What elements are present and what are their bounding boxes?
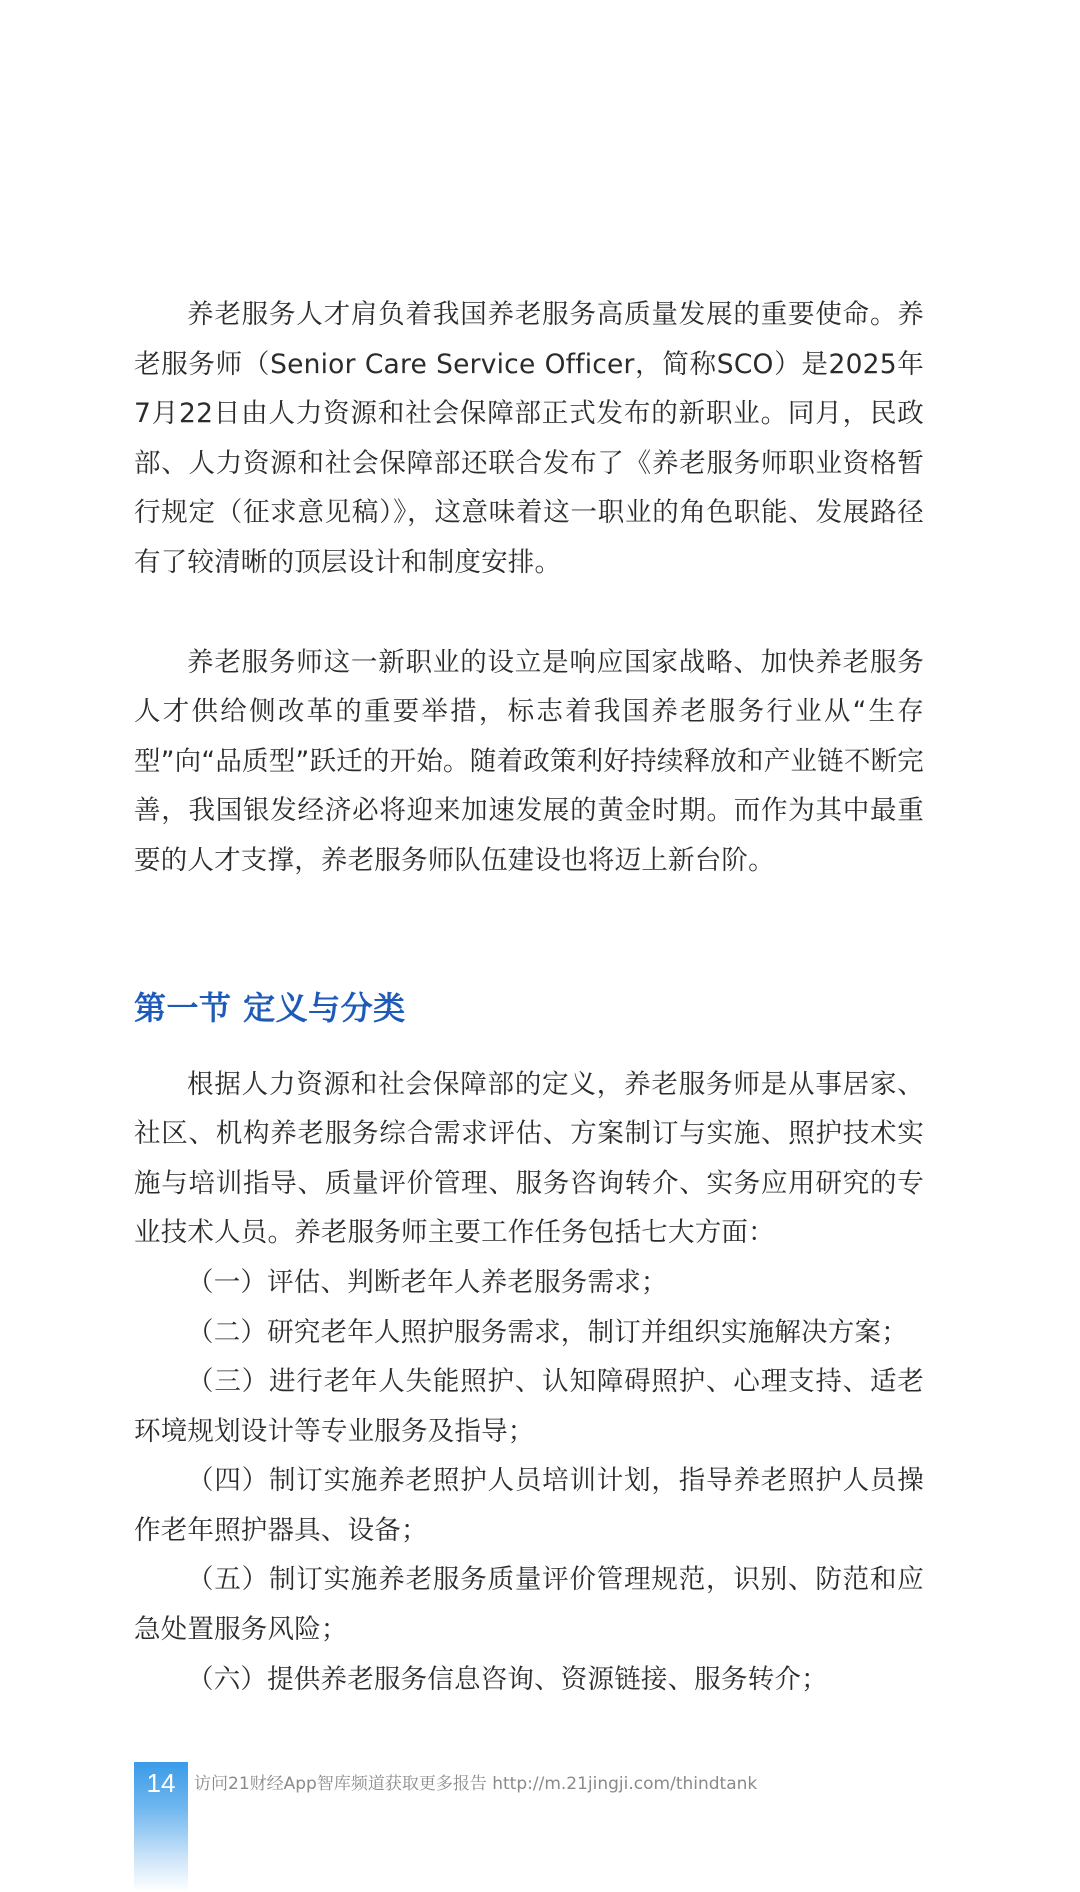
heading-spacer [134, 1028, 924, 1060]
task-item-2: （二）研究老年人照护服务需求，制订并组织实施解决方案； [187, 1316, 908, 1348]
section-spacer [134, 886, 924, 988]
task-item-6: （六）提供养老服务信息咨询、资源链接、服务转介； [187, 1663, 828, 1695]
section-heading: 第一节 定义与分类 [134, 988, 406, 1027]
section-intro-paragraph: 根据人力资源和社会保障部的定义，养老服务师是从事居家、社区、机构养老服务综合需求评估、方案制订与实施、照护技术实施与培训指导、质量评价管理、服务咨询转介、实务应用研究的专业技术人员。养老服务师主要工作任务包括七大方面： [134, 1068, 924, 1249]
page-content [134, 290, 924, 1704]
task-item-5: （五）制订实施养老服务质量评价管理规范，识别、防范和应急处置服务风险； [134, 1564, 924, 1646]
task-item-4: （四）制订实施养老照护人员培训计划，指导养老照护人员操作老年照护器具、设备； [134, 1465, 924, 1546]
task-list [134, 1258, 924, 1704]
page-footer [134, 1762, 934, 1892]
task-item-1: （一）评估、判断老年人养老服务需求； [187, 1266, 668, 1298]
intro-paragraph-2: 养老服务师这一新职业的设立是响应国家战略、加快养老服务人才供给侧改革的重要举措，标志着我国养老服务行业从“生存型”向“品质型”跃迁的开始。随着政策利好持续释放和产业链不断完善，我国银发经济必将迎来加速发展的黄金时期。而作为其中最重要的人才支撑，养老服务师队伍建设也将迈上新台阶。 [134, 646, 924, 876]
page-number: 14 [146, 1768, 176, 1798]
intro-paragraph-1: 养老服务人才肩负着我国养老服务高质量发展的重要使命。养老服务师（Senior Care Service Officer，简称SCO）是2025年7月22日由人力资源和社会保障部正式发布的新职业。同月，民政部、人力资源和社会保障部还联合发布了《养老服务师职业资格暂行规定（征求意见稿）》，这意味着这一职业的角色职能、发展路径有了较清晰的顶层设计和制度安排。 [134, 299, 924, 578]
page-number-tab [134, 1762, 188, 1892]
task-item-3: （三）进行老年人失能照护、认知障碍照护、心理支持、适老环境规划设计等专业服务及指导； [134, 1366, 924, 1447]
paragraph-spacer [134, 588, 924, 638]
footer-link-text[interactable]: 访问21财经App智库频道获取更多报告 http://m.21jingji.com/thindtank [194, 1774, 758, 1794]
